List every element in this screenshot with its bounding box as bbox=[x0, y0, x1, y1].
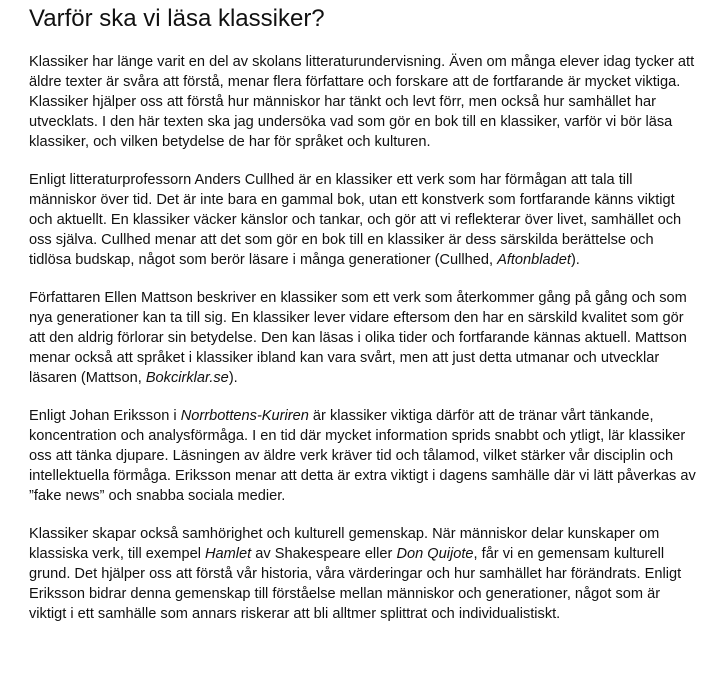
paragraph-text: är klassiker viktiga därför att de tränar vårt tänkande, koncentration och analysförmåga. I en tid där mycket information sprids snabbt och ytligt, lär klassiker oss att tänka djupare. Läsningen av äldre verk kräver tid och tålamod, vilket stärker vår disciplin och intellektuella förmåga. Eriksson menar att detta är extra viktigt i dagens samhälle där vi lätt påverkas av ”fake news” och snabba sociala medier. bbox=[29, 408, 696, 504]
paragraph-cullhed bbox=[29, 170, 699, 270]
paragraph-text: Klassiker har länge varit en del av skolans litteraturundervisning. Även om många elever idag tycker att äldre texter är svåra att förstå, menar flera författare och forskare att de fortfarande är mycket viktiga. Klassiker hjälper oss att förstå hur människor har tänkt och levt förr, men också hur samhället har utvecklats. I den här texten ska jag undersöka vad som gör en bok till en klassiker, varför vi bör läsa klassiker, och vilken betydelse de har för språket och kulturen. bbox=[29, 54, 695, 150]
paragraph-text: Enligt Johan Eriksson i bbox=[29, 408, 181, 424]
paragraph-text: av Shakespeare eller bbox=[251, 546, 397, 562]
page-title: Varför ska vi läsa klassiker? bbox=[29, 5, 325, 32]
source-title: Norrbottens-Kuriren bbox=[180, 408, 309, 424]
paragraph-text: Författaren Ellen Mattson beskriver en klassiker som ett verk som återkommer gång på gång och som nya generationer kan ta till sig. En klassiker lever vidare eftersom den har en särskild kvalitet som gör att den aldrig förlorar sin betydelse. Den kan läsas i olika tider och fortfarande kännas aktuell. Mattson menar också att språket i klassiker ibland kan vara svårt, men att just detta utmanar och utvecklar läsaren (Mattson, bbox=[29, 290, 687, 386]
source-title: Bokcirklar.se bbox=[145, 370, 229, 386]
work-title: Hamlet bbox=[205, 546, 252, 562]
paragraph-community bbox=[29, 524, 699, 624]
paragraph-text: Enligt litteraturprofessorn Anders Cullhed är en klassiker ett verk som har förmågan att tala till människor över tid. Det är inte bara en gammal bok, utan ett konstverk som fortfarande känns viktigt och aktuellt. En klassiker väcker känslor och tankar, och gör att vi reflekterar över livet, samhället och oss själva. Cullhed menar att det som gör en bok till en klassiker är dess särskilda berättelse och tidlösa budskap, något som berör läsare i många generationer (Cullhed, bbox=[29, 172, 682, 268]
paragraph-text: Klassiker skapar också samhörighet och kulturell gemenskap. När människor delar kunskaper om klassiska verk, till exempel bbox=[29, 526, 660, 562]
paragraph-eriksson bbox=[29, 406, 699, 506]
source-title: Aftonbladet bbox=[497, 252, 571, 268]
paragraph-text: ). bbox=[570, 252, 580, 268]
paragraph-text: , får vi en gemensam kulturell grund. Det hjälper oss att förstå vår historia, våra värderingar och hur samhället har förändrats. Enligt Eriksson bidrar denna gemenskap till förståelse mellan människor och generationer, något som är viktigt i ett samhälle som annars riskerar att bli alltmer splittrat och individualistiskt. bbox=[29, 546, 682, 622]
paragraph-text: ). bbox=[228, 370, 238, 386]
paragraph-intro bbox=[29, 52, 699, 152]
paragraph-mattson bbox=[29, 288, 699, 388]
work-title: Don Quijote bbox=[396, 546, 474, 562]
